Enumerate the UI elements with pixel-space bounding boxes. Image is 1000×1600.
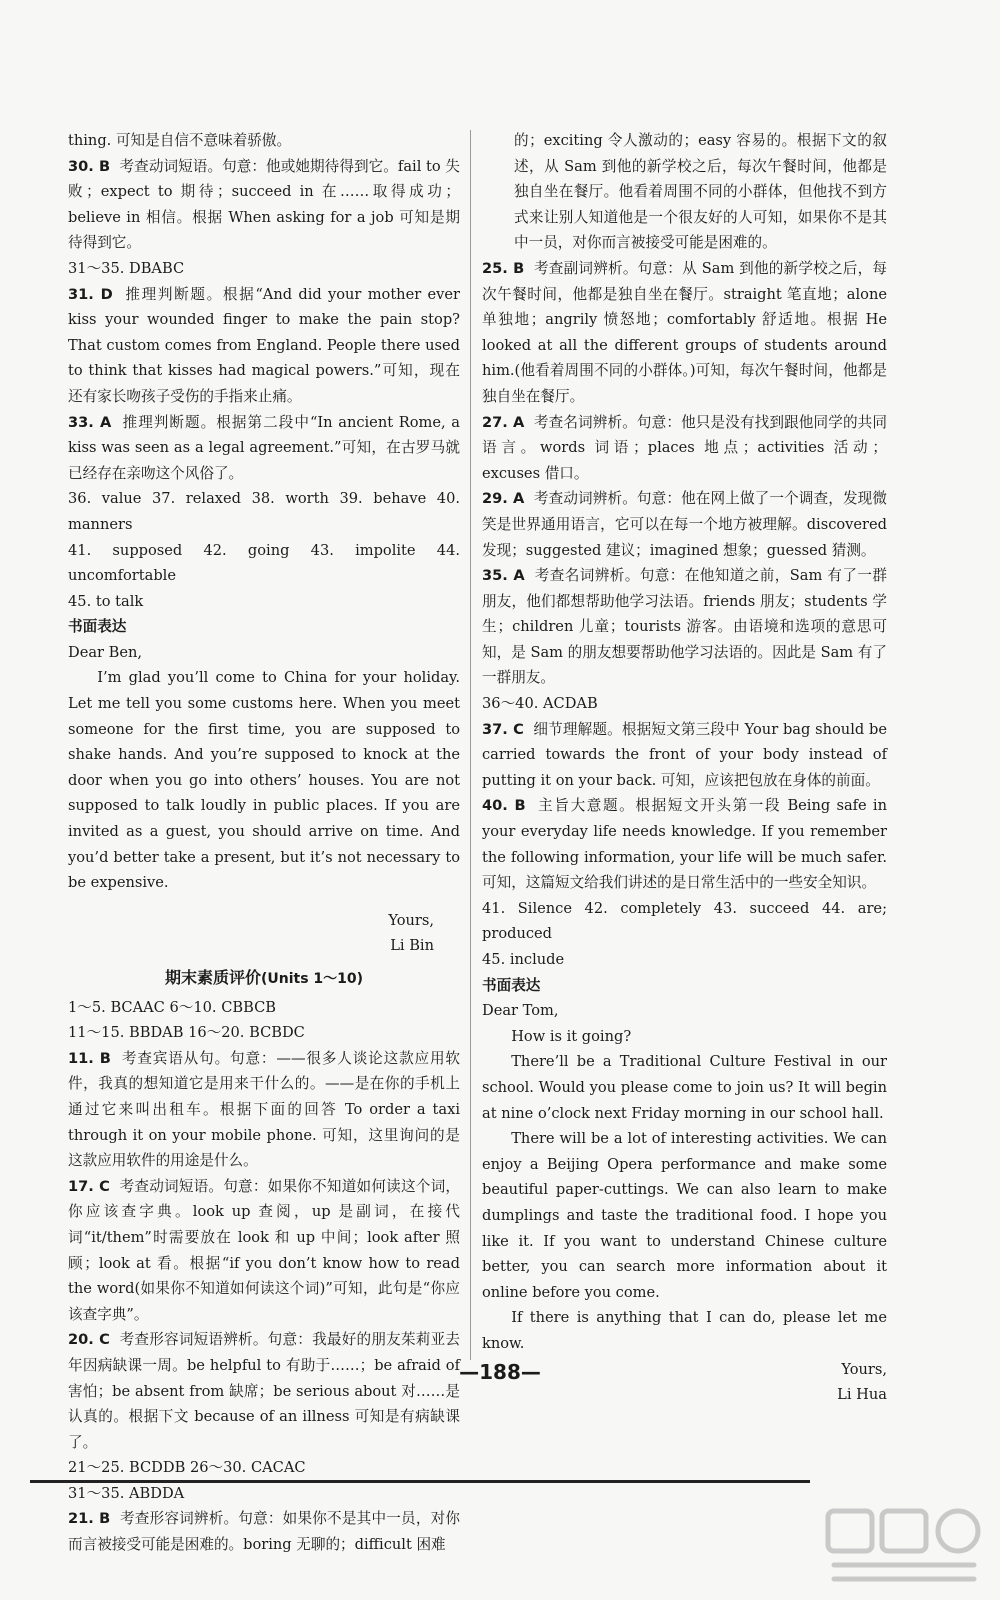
column-divider [470, 130, 471, 1360]
answer-explanation: 考查动词短语。句意：他或她期待得到它。fail to 失败；expect to 期待；succeed in 在……取得成功；believe in 相信。根据 When asking for a job 可知是期待得到它。 [68, 157, 461, 252]
answer-explanation: 考查动词短语。句意：如果你不知道如何读这个词，你应该查字典。look up 查阅，up 是副词，在接代词“it/them”时需要放在 look 和 up 中间；look after 照顾；look at 看。根据“if you don’t know how to read the word(如果你不知道如何读这个词)”可知，此句是“你应该查字典”。 [68, 1177, 460, 1323]
answer-number: 33. A [68, 413, 112, 431]
answer-25 [482, 256, 887, 410]
answer-37 [482, 717, 887, 794]
answer-number: 29. A [482, 490, 525, 508]
fill-answers: 45. include [482, 951, 565, 968]
section-units: (Units 1～10) [260, 971, 364, 987]
watermark-logo [820, 1505, 990, 1590]
answer-explanation: 考查动词辨析。句意：他在网上做了一个调查，发现微笑是世界通用语言，它可以在每一个地方被理解。discovered 发现；suggested 建议；imagined 想象；guessed 猜测。 [482, 490, 887, 559]
continued-explanation: 的；exciting 令人激动的；easy 容易的。根据下文的叙述，从 Sam 到他的新学校之后，每次午餐时间，他都是独自坐在餐厅。他看着周围不同的小群体，但他找不到方式来让别人知道他是一个很友好的人可知，如果你不是其中一员，对你而言被接受可能是困难的。 [514, 132, 887, 252]
letter-paragraph: There will be a lot of interesting activities. We can enjoy a Beijing Opera performance and make some beautiful paper-cuttings. We can also learn to make dumplings and taste the traditional food. I hope you like it. If you want to understand Chinese culture better, you can search more information about it online before you come. [482, 1130, 887, 1301]
answer-number: 17. C [68, 1177, 110, 1195]
answer-explanation: 考查形容词辨析。句意：如果你不是其中一员，对你而言被接受可能是困难的。boring 无聊的；difficult 困难 [68, 1510, 460, 1554]
answer-31 [68, 282, 460, 410]
letter-paragraph: How is it going? [511, 1027, 632, 1045]
letter-salutation: Dear Ben, [68, 643, 143, 661]
answer-number: 40. B [482, 797, 526, 815]
answer-number: 11. B [68, 1049, 111, 1067]
answer-number: 21. B [68, 1510, 111, 1528]
letter-signature: Li Bin [390, 937, 434, 955]
answer-explanation: 推理判断题。根据“And did your mother ever kiss your wounded finger to make the pain stop? That custom comes from England. People there used to think that kisses had magical powers.”可知，现在还有家长吻孩子受伤的手指来止痛。 [68, 285, 460, 405]
answer-explanation: 推理判断题。根据第二段中“In ancient Rome, a kiss was seen as a legal agreement.”可知，在古罗马就已经存在亲吻这个风俗了。 [68, 413, 460, 482]
answer-number: 30. B [68, 157, 111, 175]
answer-explanation: 细节理解题。根据短文第三段中 Your bag should be carried towards the front of your body instead of putting it on your back. 可知，应该把包放在身体的前面。 [482, 720, 887, 789]
answer-range: 1～5. BCAAC 6～10. CBBCB [68, 998, 276, 1016]
answer-21 [68, 1506, 460, 1557]
left-column [68, 128, 460, 1558]
answer-number: 27. A [482, 413, 525, 431]
continued-line: thing. 可知是自信不意味着骄傲。 [68, 132, 292, 149]
answer-explanation: 主旨大意题。根据短文开头第一段 Being safe in your everyday life needs knowledge. If you remember the following information, your life will be much safer. 可知，这篇短文给我们讲述的是日常生活中的一些安全知识。 [482, 797, 888, 892]
bottom-rule [30, 1480, 810, 1483]
answer-range: 36～40. ACDAB [482, 695, 598, 713]
letter-body: I’m glad you’ll come to China for your holiday. Let me tell you some customs here. When you meet someone for the first time, you are supposed to shake hands. And you’re supposed to knock at the door when you go into others’ houses. You are not supposed to talk loudly in public places. If you are invited as a guest, you should arrive on time. And you’d better take a present, but it’s not necessary to be expensive. [68, 669, 460, 892]
answer-number: 20. C [68, 1331, 110, 1349]
answer-30 [68, 154, 460, 256]
fill-answers: 45. to talk [68, 592, 144, 610]
answer-range: 11～15. BBDAB 16～20. BCBDC [68, 1024, 305, 1042]
answer-number: 25. B [482, 259, 525, 277]
fill-answers: 41. Silence 42. completely 43. succeed 44. are; produced [482, 899, 887, 943]
letter-paragraph: If there is anything that I can do, please let me know. [482, 1309, 887, 1352]
answer-explanation: 考查宾语从句。句意：——很多人谈论这款应用软件，我真的想知道它是用来干什么的。——是在你的手机上通过它来叫出租车。根据下面的回答 To order a taxi through it on your mobile phone. 可知，这里询问的是这款应用软件的用途是什么。 [68, 1049, 460, 1170]
letter-closing: Yours, [841, 1360, 887, 1378]
answer-40 [482, 793, 887, 895]
answer-29 [482, 486, 887, 563]
answer-33 [68, 410, 460, 487]
letter-paragraph: There’ll be a Traditional Culture Festival in our school. Would you please come to join us? It will begin at nine o’clock next Friday morning in our school hall. [482, 1053, 887, 1122]
answer-explanation: 考查副词辨析。句意：从 Sam 到他的新学校之后，每次午餐时间，他都是独自坐在餐厅。straight 笔直地；alone 单独地；angrily 愤怒地；comfortably 舒适地。根据 He looked at all the different groups of students around him.(他看着周围不同的小群体。)可知，每次午餐时间，他都是独自坐在餐厅。 [482, 259, 888, 405]
right-column [482, 128, 887, 1408]
answer-explanation: 考查名词辨析。句意：在他知道之前，Sam 有了一群朋友，他们都想帮助他学习法语。friends 朋友；students 学生；children 儿童；tourists 游客。由语境和选项的意思可知，是 Sam 的朋友想要帮助他学习法语的。因此是 Sam 有了一群朋友。 [482, 567, 887, 687]
answer-35 [482, 563, 887, 691]
answer-11 [68, 1046, 460, 1174]
answer-17 [68, 1174, 460, 1328]
writing-heading: 书面表达 [68, 618, 127, 636]
answer-range: 31～35. ABDDA [68, 1484, 185, 1502]
fill-answers: 36. value 37. relaxed 38. worth 39. behave 40. manners [68, 490, 460, 533]
page-number: —188— [459, 1360, 541, 1384]
section-title: 期末素质评价(Units 1～10) [164, 968, 364, 987]
letter-salutation: Dear Tom, [482, 1002, 559, 1020]
answer-explanation: 考查名词辨析。句意：他只是没有找到跟他同学的共同语言。words 词语；places 地点；activities 活动；excuses 借口。 [482, 413, 887, 482]
answer-range: 21～25. BCDDB 26～30. CACAC [68, 1459, 306, 1477]
answer-20 [68, 1327, 460, 1455]
answer-number: 35. A [482, 567, 525, 585]
answer-number: 37. C [482, 720, 524, 738]
answer-27 [482, 410, 887, 487]
writing-heading: 书面表达 [482, 976, 541, 994]
answer-number: 31. D [68, 285, 113, 303]
letter-signature: Li Hua [837, 1386, 887, 1404]
letter-closing: Yours, [388, 911, 434, 929]
answer-range: 31～35. DBABC [68, 259, 185, 277]
fill-answers: 41. supposed 42. going 43. impolite 44. uncomfortable [68, 541, 460, 585]
answer-explanation: 考查形容词短语辨析。句意：我最好的朋友茱莉亚去年因病缺课一周。be helpful to 有助于……；be afraid of 害怕；be absent from 缺席；be serious about 对……是认真的。根据下文 because of an illness 可知是有病缺课了。 [68, 1331, 460, 1451]
